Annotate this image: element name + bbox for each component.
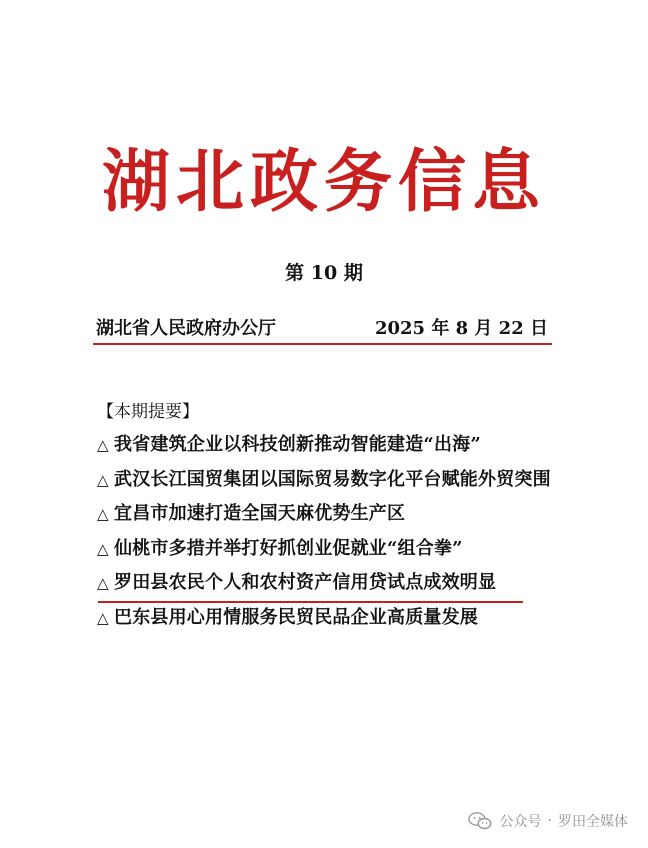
list-item[interactable] bbox=[97, 601, 567, 636]
wechat-icon bbox=[468, 812, 492, 830]
list-item-text: 仙桃市多措并举打好抓创业促就业“组合拳” bbox=[114, 537, 463, 559]
highlight-underline bbox=[98, 601, 523, 603]
list-item-text: 我省建筑企业以科技创新推动智能建造“出海” bbox=[114, 434, 481, 455]
triangle-bullet-icon: △ bbox=[97, 505, 109, 523]
watermark-account: 罗田全媒体 bbox=[558, 814, 628, 830]
issue-number: 第 10 期 bbox=[285, 262, 363, 284]
wechat-watermark bbox=[468, 811, 628, 831]
summary-list bbox=[97, 428, 567, 635]
watermark-label: 公众号 bbox=[499, 814, 542, 830]
list-item[interactable] bbox=[97, 497, 567, 532]
list-item[interactable] bbox=[97, 566, 567, 601]
list-item-text: 罗田县农民个人和农村资产信用贷试点成效明显 bbox=[114, 572, 497, 593]
list-item-text: 宜昌市加速打造全国天麻优势生产区 bbox=[114, 503, 406, 524]
triangle-bullet-icon: △ bbox=[97, 436, 109, 454]
header-divider bbox=[93, 343, 552, 345]
masthead-title: 湖北政务信息 bbox=[101, 142, 546, 222]
list-item[interactable] bbox=[97, 463, 567, 498]
issue-date: 2025 年 8 月 22 日 bbox=[374, 318, 548, 339]
summary-heading: 【本期提要】 bbox=[97, 402, 199, 422]
list-item[interactable] bbox=[97, 532, 567, 567]
triangle-bullet-icon: △ bbox=[97, 574, 109, 592]
triangle-bullet-icon: △ bbox=[97, 539, 109, 558]
triangle-bullet-icon: △ bbox=[97, 608, 109, 627]
triangle-bullet-icon: △ bbox=[97, 470, 109, 489]
list-item[interactable] bbox=[97, 428, 567, 463]
watermark-separator: · bbox=[547, 813, 552, 829]
list-item-text: 巴东县用心用情服务民贸民品企业高质量发展 bbox=[114, 606, 478, 628]
issuer-name: 湖北省人民政府办公厅 bbox=[96, 318, 276, 339]
list-item-text: 武汉长江国贸集团以国际贸易数字化平台赋能外贸突围 bbox=[114, 468, 551, 490]
